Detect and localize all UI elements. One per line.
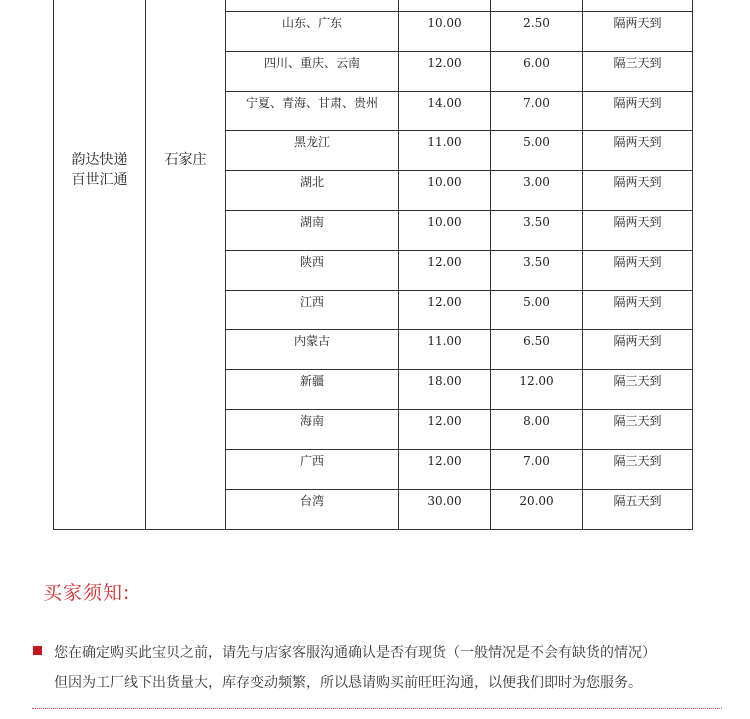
region-cell: 湖北 (299, 175, 324, 189)
first-weight-price-cell: 14.00 (427, 96, 462, 110)
row-divider (225, 369, 693, 370)
row-divider (225, 11, 693, 12)
first-weight-price-cell: 18.00 (427, 374, 462, 388)
row-divider (225, 170, 693, 171)
row-divider (225, 91, 693, 92)
dotted-divider (32, 708, 722, 709)
extra-weight-price-cell: 6.50 (523, 334, 550, 348)
first-weight-price-cell: 11.00 (427, 135, 462, 149)
delivery-time-cell: 隔两天到 (613, 295, 662, 309)
table-border-left (53, 0, 54, 530)
first-weight-price-cell: 10.00 (427, 215, 462, 229)
delivery-time-cell: 隔两天到 (613, 135, 662, 149)
extra-weight-price-cell: 5.00 (523, 295, 550, 309)
extra-weight-price-cell: 7.00 (523, 454, 550, 468)
delivery-time-cell: 隔五天到 (613, 494, 662, 508)
delivery-time-cell: 隔两天到 (613, 16, 662, 30)
region-cell: 新疆 (299, 374, 324, 388)
row-divider (225, 290, 693, 291)
table-border-right (692, 0, 693, 530)
carrier-name: 韵达快递 (71, 152, 128, 168)
notice-line-1: 您在确定购买此宝贝之前，请先与店家客服沟通确认是否有现货（一般情况是不会有缺货的情况） (54, 645, 656, 661)
extra-weight-price-cell: 2.50 (523, 16, 550, 30)
row-divider (225, 489, 693, 490)
region-cell: 陕西 (299, 255, 324, 269)
row-divider (225, 409, 693, 410)
buyer-notice-title: 买家须知: (43, 582, 131, 604)
delivery-time-cell: 隔两天到 (613, 175, 662, 189)
bullet-square-icon (33, 646, 42, 655)
extra-weight-price-cell: 5.00 (523, 135, 550, 149)
delivery-time-cell: 隔三天到 (613, 56, 662, 70)
region-cell: 广西 (299, 454, 324, 468)
extra-weight-price-cell: 7.00 (523, 96, 550, 110)
region-cell: 山东、广东 (281, 16, 342, 30)
region-cell: 台湾 (299, 494, 324, 508)
table-border-bottom (53, 529, 693, 530)
first-weight-price-cell: 10.00 (427, 16, 462, 30)
delivery-time-cell: 隔两天到 (613, 215, 662, 229)
extra-weight-price-cell: 3.50 (523, 215, 550, 229)
first-weight-price-cell: 10.00 (427, 175, 462, 189)
region-cell: 内蒙古 (293, 334, 330, 348)
carrier-name: 百世汇通 (71, 172, 128, 188)
extra-weight-price-cell: 6.00 (523, 56, 550, 70)
extra-weight-price-cell: 3.00 (523, 175, 550, 189)
first-weight-price-cell: 12.00 (427, 295, 462, 309)
first-weight-price-cell: 30.00 (427, 494, 462, 508)
region-cell: 四川、重庆、云南 (263, 56, 360, 70)
row-divider (225, 51, 693, 52)
table-divider (145, 0, 146, 530)
region-cell: 海南 (299, 414, 324, 428)
delivery-time-cell: 隔两天到 (613, 96, 662, 110)
first-weight-price-cell: 12.00 (427, 255, 462, 269)
row-divider (225, 210, 693, 211)
row-divider (225, 250, 693, 251)
first-weight-price-cell: 12.00 (427, 56, 462, 70)
delivery-time-cell: 隔两天到 (613, 255, 662, 269)
first-weight-price-cell: 12.00 (427, 414, 462, 428)
extra-weight-price-cell: 3.50 (523, 255, 550, 269)
region-cell: 江西 (299, 295, 324, 309)
region-cell: 宁夏、青海、甘肃、贵州 (245, 96, 378, 110)
row-divider (225, 329, 693, 330)
carrier-cell (54, 150, 145, 190)
extra-weight-price-cell: 8.00 (523, 414, 550, 428)
first-weight-price-cell: 11.00 (427, 334, 462, 348)
delivery-time-cell: 隔三天到 (613, 374, 662, 388)
delivery-time-cell: 隔三天到 (613, 414, 662, 428)
delivery-time-cell: 隔三天到 (613, 454, 662, 468)
row-divider (225, 130, 693, 131)
first-weight-price-cell: 12.00 (427, 454, 462, 468)
region-cell: 黑龙江 (293, 135, 330, 149)
region-cell: 湖南 (299, 215, 324, 229)
extra-weight-price-cell: 12.00 (519, 374, 554, 388)
extra-weight-price-cell: 20.00 (519, 494, 554, 508)
row-divider (225, 449, 693, 450)
origin-city-cell: 石家庄 (164, 152, 207, 168)
delivery-time-cell: 隔两天到 (613, 334, 662, 348)
notice-line-2: 但因为工厂线下出货量大，库存变动频繁，所以恳请购买前旺旺沟通，以便我们即时为您服务。 (54, 675, 642, 691)
